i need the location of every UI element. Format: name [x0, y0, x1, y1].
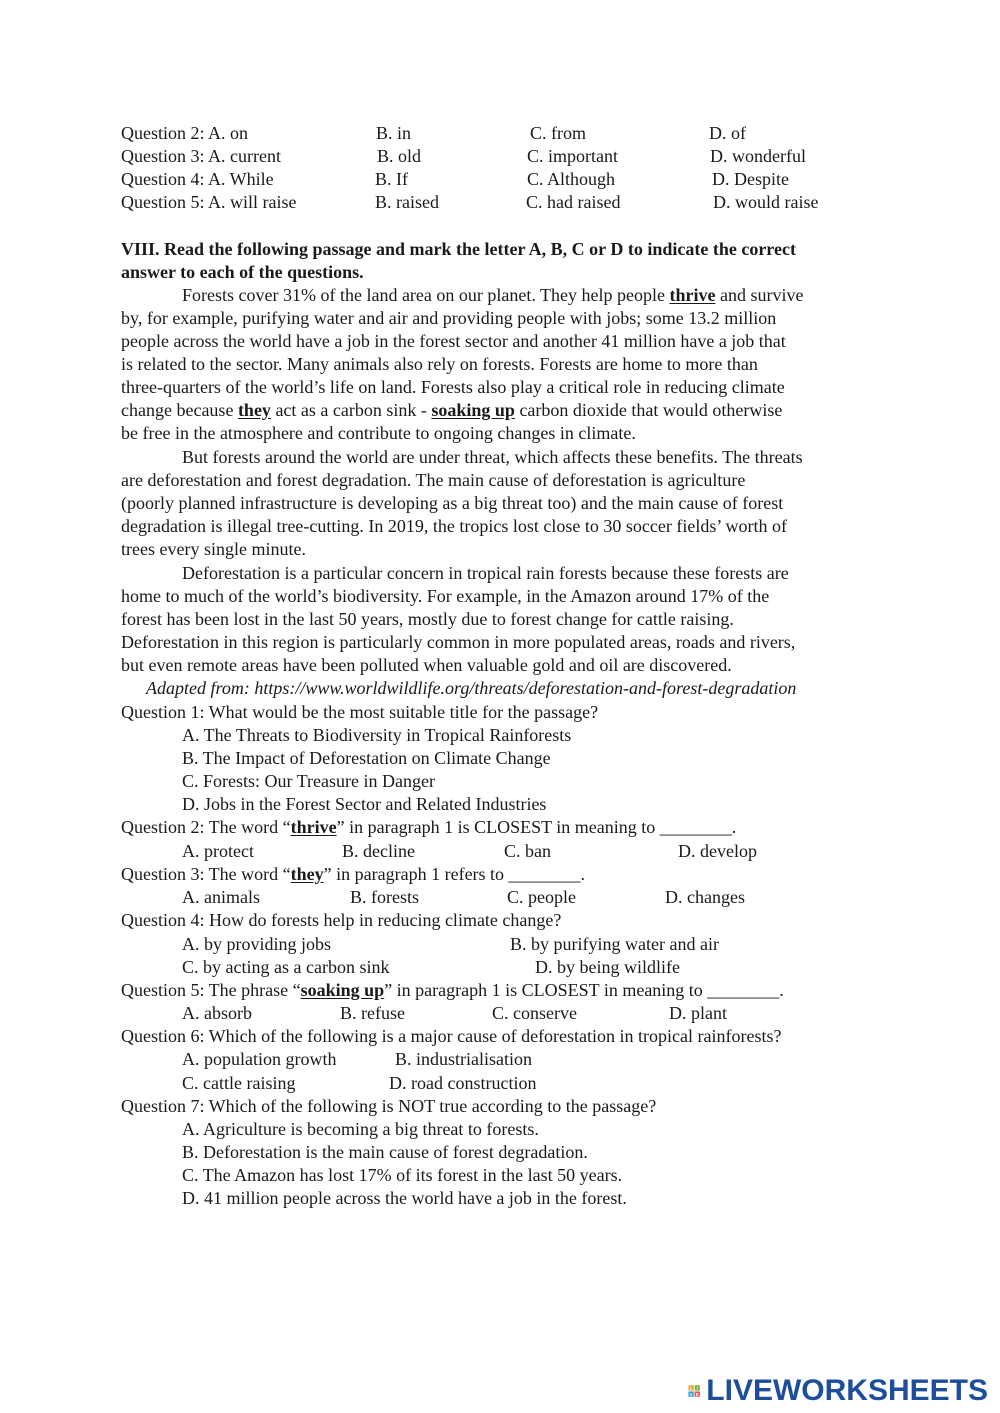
passage-line: But forests around the world are under threat, which affects these benefits. The threats	[182, 447, 803, 467]
highlighted-word-thrive: thrive	[290, 817, 337, 837]
answer-option-b: B. in	[376, 123, 412, 143]
passage-line: be free in the atmosphere and contribute to ongoing changes in climate.	[121, 423, 636, 443]
passage-text: Forests cover 31% of the land area on our planet. They help people	[182, 285, 670, 305]
question-1-option-b[interactable]: B. The Impact of Deforestation on Climate Change	[182, 748, 551, 768]
question-2-option-b[interactable]: B. decline	[342, 841, 415, 861]
passage-line: people across the world have a job in the forest sector and another 41 million have a job that	[121, 331, 786, 351]
svg-text:i: i	[696, 1385, 698, 1391]
passage-line	[121, 399, 782, 422]
answer-option-c: C. had raised	[526, 192, 621, 212]
question-4-option-a[interactable]: A. by providing jobs	[182, 934, 332, 954]
question-1-option-c[interactable]: C. Forests: Our Treasure in Danger	[182, 771, 435, 791]
question-3-option-d[interactable]: D. changes	[665, 887, 745, 907]
question-4-option-d[interactable]: D. by being wildlife	[535, 957, 680, 977]
question-7-stem: Question 7: Which of the following is NOT true according to the passage?	[121, 1096, 657, 1116]
answer-option-c: C. from	[530, 123, 586, 143]
question-6-stem: Question 6: Which of the following is a major cause of deforestation in tropical rainforests?	[121, 1026, 782, 1046]
logo-text: LIVEWORKSHEETS	[706, 1374, 988, 1407]
question-2-stem	[121, 816, 736, 839]
question-text: Question 3: The word “	[121, 864, 291, 884]
question-3-stem	[121, 863, 585, 886]
answer-option-d: D. of	[709, 123, 746, 143]
question-5-option-b[interactable]: B. refuse	[340, 1003, 405, 1023]
answer-option-c: C. important	[527, 146, 618, 166]
passage-text: and survive	[715, 285, 804, 305]
passage-line: three-quarters of the world’s life on land. Forests also play a critical role in reducing climate	[121, 377, 785, 397]
answer-question-label: Question 3: A. current	[121, 146, 281, 166]
question-text: Question 5: The phrase “	[121, 980, 301, 1000]
passage-text: change because	[121, 400, 238, 420]
question-7-option-d[interactable]: D. 41 million people across the world have a job in the forest.	[182, 1188, 627, 1208]
question-text: ” in paragraph 1 refers to ________.	[323, 864, 586, 884]
passage-line: by, for example, purifying water and air and providing people with jobs; some 13.2 million	[121, 308, 777, 328]
section-heading-line-1: VIII. Read the following passage and mark the letter A, B, C or D to indicate the correct	[121, 239, 796, 259]
passage-line: is related to the sector. Many animals also rely on forests. Forests are home to more than	[121, 354, 758, 374]
highlighted-word-they: they	[237, 400, 271, 420]
answer-option-c: C. Although	[527, 169, 616, 189]
passage-line: Deforestation is a particular concern in tropical rain forests because these forests are	[182, 563, 789, 583]
answer-option-b: B. old	[377, 146, 422, 166]
question-3-option-a[interactable]: A. animals	[182, 887, 260, 907]
highlighted-word-thrive: thrive	[669, 285, 716, 305]
question-4-option-c[interactable]: C. by acting as a carbon sink	[182, 957, 390, 977]
question-1-stem: Question 1: What would be the most suitable title for the passage?	[121, 702, 599, 722]
question-5-stem	[121, 979, 784, 1002]
question-1-option-d[interactable]: D. Jobs in the Forest Sector and Related Industries	[182, 794, 547, 814]
passage-line: (poorly planned infrastructure is developing as a big threat too) and the main cause of forest	[121, 493, 784, 513]
answer-question-label: Question 2: A. on	[121, 123, 249, 143]
passage-text: carbon dioxide that would otherwise	[514, 400, 783, 420]
question-5-option-a[interactable]: A. absorb	[182, 1003, 252, 1023]
answer-option-d: D. Despite	[712, 169, 789, 189]
question-3-option-b[interactable]: B. forests	[350, 887, 419, 907]
question-2-option-a[interactable]: A. protect	[182, 841, 254, 861]
passage-line: home to much of the world’s biodiversity. For example, in the Amazon around 17% of the	[121, 586, 770, 606]
question-6-option-d[interactable]: D. road construction	[389, 1073, 537, 1093]
question-4-option-b[interactable]: B. by purifying water and air	[510, 934, 719, 954]
answer-option-d: D. would raise	[713, 192, 819, 212]
question-text: ” in paragraph 1 is CLOSEST in meaning to ________.	[336, 817, 737, 837]
question-3-option-c[interactable]: C. people	[507, 887, 576, 907]
highlighted-phrase-soaking-up: soaking up	[300, 980, 385, 1000]
question-2-option-c[interactable]: C. ban	[504, 841, 551, 861]
answer-option-b: B. raised	[375, 192, 439, 212]
answer-question-label: Question 5: A. will raise	[121, 192, 297, 212]
passage-line	[182, 284, 803, 307]
question-4-stem: Question 4: How do forests help in reducing climate change?	[121, 910, 562, 930]
highlighted-phrase-soaking-up: soaking up	[431, 400, 515, 420]
svg-text:L: L	[689, 1385, 693, 1391]
question-6-option-b[interactable]: B. industrialisation	[395, 1049, 532, 1069]
question-5-option-d[interactable]: D. plant	[669, 1003, 727, 1023]
highlighted-word-they: they	[290, 864, 324, 884]
passage-line: are deforestation and forest degradation. The main cause of deforestation is agriculture	[121, 470, 746, 490]
question-7-option-b[interactable]: B. Deforestation is the main cause of forest degradation.	[182, 1142, 588, 1162]
liveworksheets-logo-icon	[688, 1376, 700, 1406]
passage-line: Deforestation in this region is particularly common in more populated areas, roads and rivers,	[121, 632, 796, 652]
answer-option-b: B. If	[375, 169, 408, 189]
passage-line: forest has been lost in the last 50 years, mostly due to forest change for cattle raising.	[121, 609, 734, 629]
section-heading-line-2: answer to each of the questions.	[121, 262, 364, 282]
question-text: ” in paragraph 1 is CLOSEST in meaning to ________.	[384, 980, 784, 1000]
answer-option-d: D. wonderful	[710, 146, 806, 166]
question-1-option-a[interactable]: A. The Threats to Biodiversity in Tropical Rainforests	[182, 725, 572, 745]
question-7-option-a[interactable]: A. Agriculture is becoming a big threat to forests.	[182, 1119, 539, 1139]
question-5-option-c[interactable]: C. conserve	[492, 1003, 577, 1023]
question-text: Question 2: The word “	[121, 817, 291, 837]
passage-line: trees every single minute.	[121, 539, 306, 559]
answer-question-label: Question 4: A. While	[121, 169, 274, 189]
passage-line: but even remote areas have been polluted when valuable gold and oil are discovered.	[121, 655, 732, 675]
passage-text: act as a carbon sink -	[270, 400, 432, 420]
question-7-option-c[interactable]: C. The Amazon has lost 17% of its forest in the last 50 years.	[182, 1165, 623, 1185]
question-2-option-d[interactable]: D. develop	[678, 841, 757, 861]
svg-text:E: E	[695, 1391, 699, 1397]
liveworksheets-logo[interactable]	[688, 1374, 988, 1408]
svg-text:V: V	[689, 1391, 693, 1397]
question-6-option-c[interactable]: C. cattle raising	[182, 1073, 296, 1093]
passage-source: Adapted from: https://www.worldwildlife.org/threats/deforestation-and-forest-degradation	[146, 678, 797, 698]
question-6-option-a[interactable]: A. population growth	[182, 1049, 337, 1069]
passage-line: degradation is illegal tree-cutting. In 2019, the tropics lost close to 30 soccer fields’ worth of	[121, 516, 787, 536]
